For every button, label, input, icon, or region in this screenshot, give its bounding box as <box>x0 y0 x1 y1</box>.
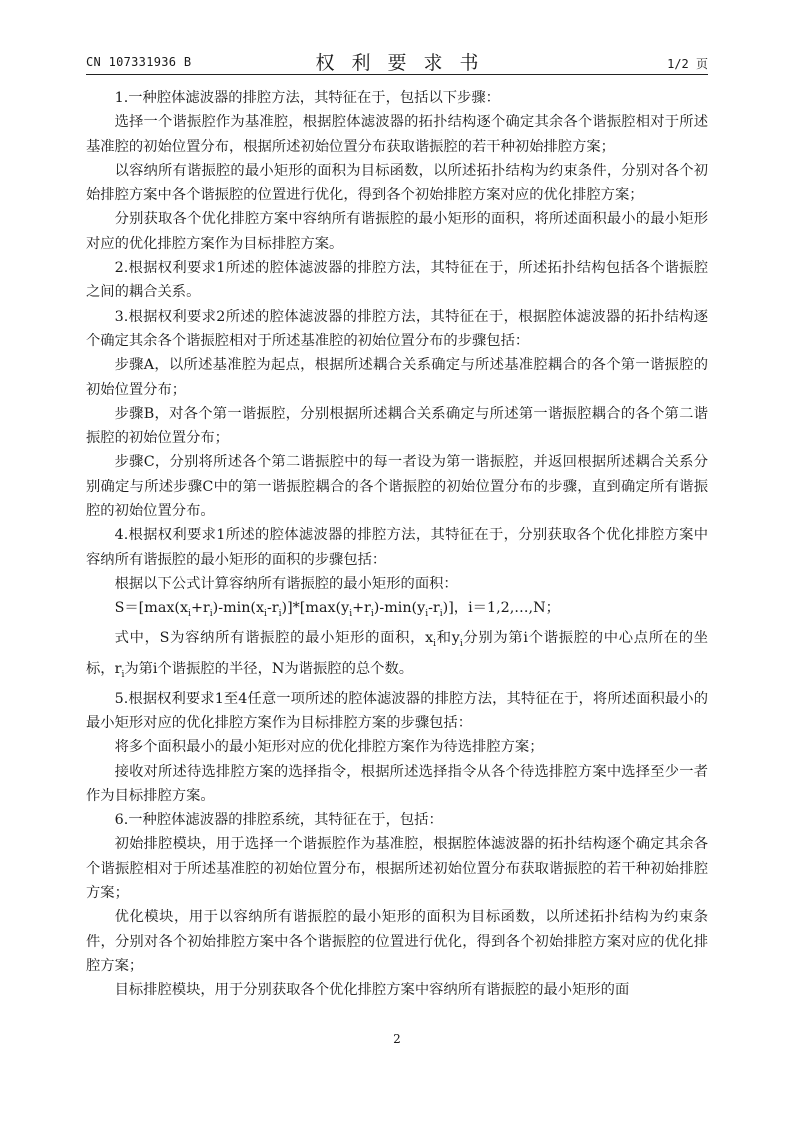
page-info: 1/2 页 <box>667 57 708 71</box>
document-title: 权利要求书 <box>315 52 496 74</box>
claim-paragraph: 将多个面积最小的最小矩形对应的优化排腔方案作为待选排腔方案； <box>114 739 544 756</box>
claim-paragraph: 3.根据权利要求2所述的腔体滤波器的排腔方法，其特征在于，根据腔体滤波器的拓扑结构逐个确定其余各个谐振腔相对于所述基准腔的初始位置分布的步骤包括： <box>86 308 708 349</box>
claim-paragraph: 步骤A，以所述基准腔为起点，根据所述耦合关系确定与所述基准腔耦合的各个第一谐振腔的初始位置分布； <box>86 357 708 398</box>
page-number: 2 <box>393 1032 401 1046</box>
formula-explanation: 式中，S为容纳所有谐振腔的最小矩形的面积，$x_i$和$y_i$分别为第i个谐振腔的中心点所在的坐标，$r_i$为第i个谐振腔的半径，N为谐振腔的总个数。 <box>86 630 708 680</box>
header-divider <box>86 74 708 75</box>
claim-paragraph: 优化模块，用于以容纳所有谐振腔的最小矩形的面积为目标函数，以所述拓扑结构为约束条件，分别对各个初始排腔方案中各个谐振腔的位置进行优化，得到各个初始排腔方案对应的优化排腔方案； <box>86 909 708 974</box>
claim-paragraph: 分别获取各个优化排腔方案中容纳所有谐振腔的最小矩形的面积，将所述面积最小的最小矩形对应的优化排腔方案作为目标排腔方案。 <box>86 211 708 252</box>
claims-body <box>86 86 708 1003</box>
claim-paragraph: 以容纳所有谐振腔的最小矩形的面积为目标函数，以所述拓扑结构为约束条件，分别对各个初始排腔方案中各个谐振腔的位置进行优化，得到各个初始排腔方案对应的优化排腔方案； <box>86 162 708 204</box>
claim-paragraph: 6.一种腔体滤波器的排腔系统，其特征在于，包括： <box>114 812 443 829</box>
claim-paragraph: 接收对所述待选排腔方案的选择指令，根据所述选择指令从各个待选排腔方案中选择至少一者作为目标排腔方案。 <box>86 763 708 804</box>
claim-paragraph: 目标排腔模块，用于分别获取各个优化排腔方案中容纳所有谐振腔的最小矩形的面 <box>114 982 630 999</box>
page-header <box>86 48 708 72</box>
claim-paragraph: 4.根据权利要求1所述的腔体滤波器的排腔方法，其特征在于，分别获取各个优化排腔方案中容纳所有谐振腔的最小矩形的面积的步骤包括： <box>86 527 708 568</box>
claim-paragraph: 初始排腔模块，用于选择一个谐振腔作为基准腔，根据腔体滤波器的拓扑结构逐个确定其余各个谐振腔相对于所述基准腔的初始位置分布，根据所述初始位置分布获取谐振腔的若干种初始排腔方案； <box>86 836 708 902</box>
claim-paragraph: 1.一种腔体滤波器的排腔方法，其特征在于，包括以下步骤： <box>114 90 500 106</box>
claim-paragraph: 2.根据权利要求1所述的腔体滤波器的排腔方法，其特征在于，所述拓扑结构包括各个谐振腔之间的耦合关系。 <box>86 260 708 301</box>
claim-paragraph: 选择一个谐振腔作为基准腔，根据腔体滤波器的拓扑结构逐个确定其余各个谐振腔相对于所述基准腔的初始位置分布，根据所述初始位置分布获取谐振腔的若干种初始排腔方案； <box>86 114 708 155</box>
claim-paragraph: 步骤C，分别将所述各个第二谐振腔中的每一者设为第一谐振腔，并返回根据所述耦合关系分别确定与所述步骤C中的第一谐振腔耦合的各个谐振腔的初始位置分布的步骤，直到确定所有谐振腔的初始位置分布。 <box>86 454 708 520</box>
area-formula: $S=[\max(x_i+r_i)-\min(x_i-r_i)]*[\max(y_i+r_i)-\min(y_i-r_i)]$，i＝1,2,…,N； <box>114 600 560 620</box>
claim-paragraph: 5.根据权利要求1至4任意一项所述的腔体滤波器的排腔方法，其特征在于，将所述面积最小的最小矩形对应的优化排腔方案作为目标排腔方案的步骤包括： <box>86 690 708 731</box>
patent-number: CN 107331936 B <box>86 55 192 69</box>
claim-paragraph: 步骤B，对各个第一谐振腔，分别根据所述耦合关系确定与所述第一谐振腔耦合的各个第二谐振腔的初始位置分布； <box>86 405 708 447</box>
claim-paragraph: 根据以下公式计算容纳所有谐振腔的最小矩形的面积： <box>114 575 458 592</box>
